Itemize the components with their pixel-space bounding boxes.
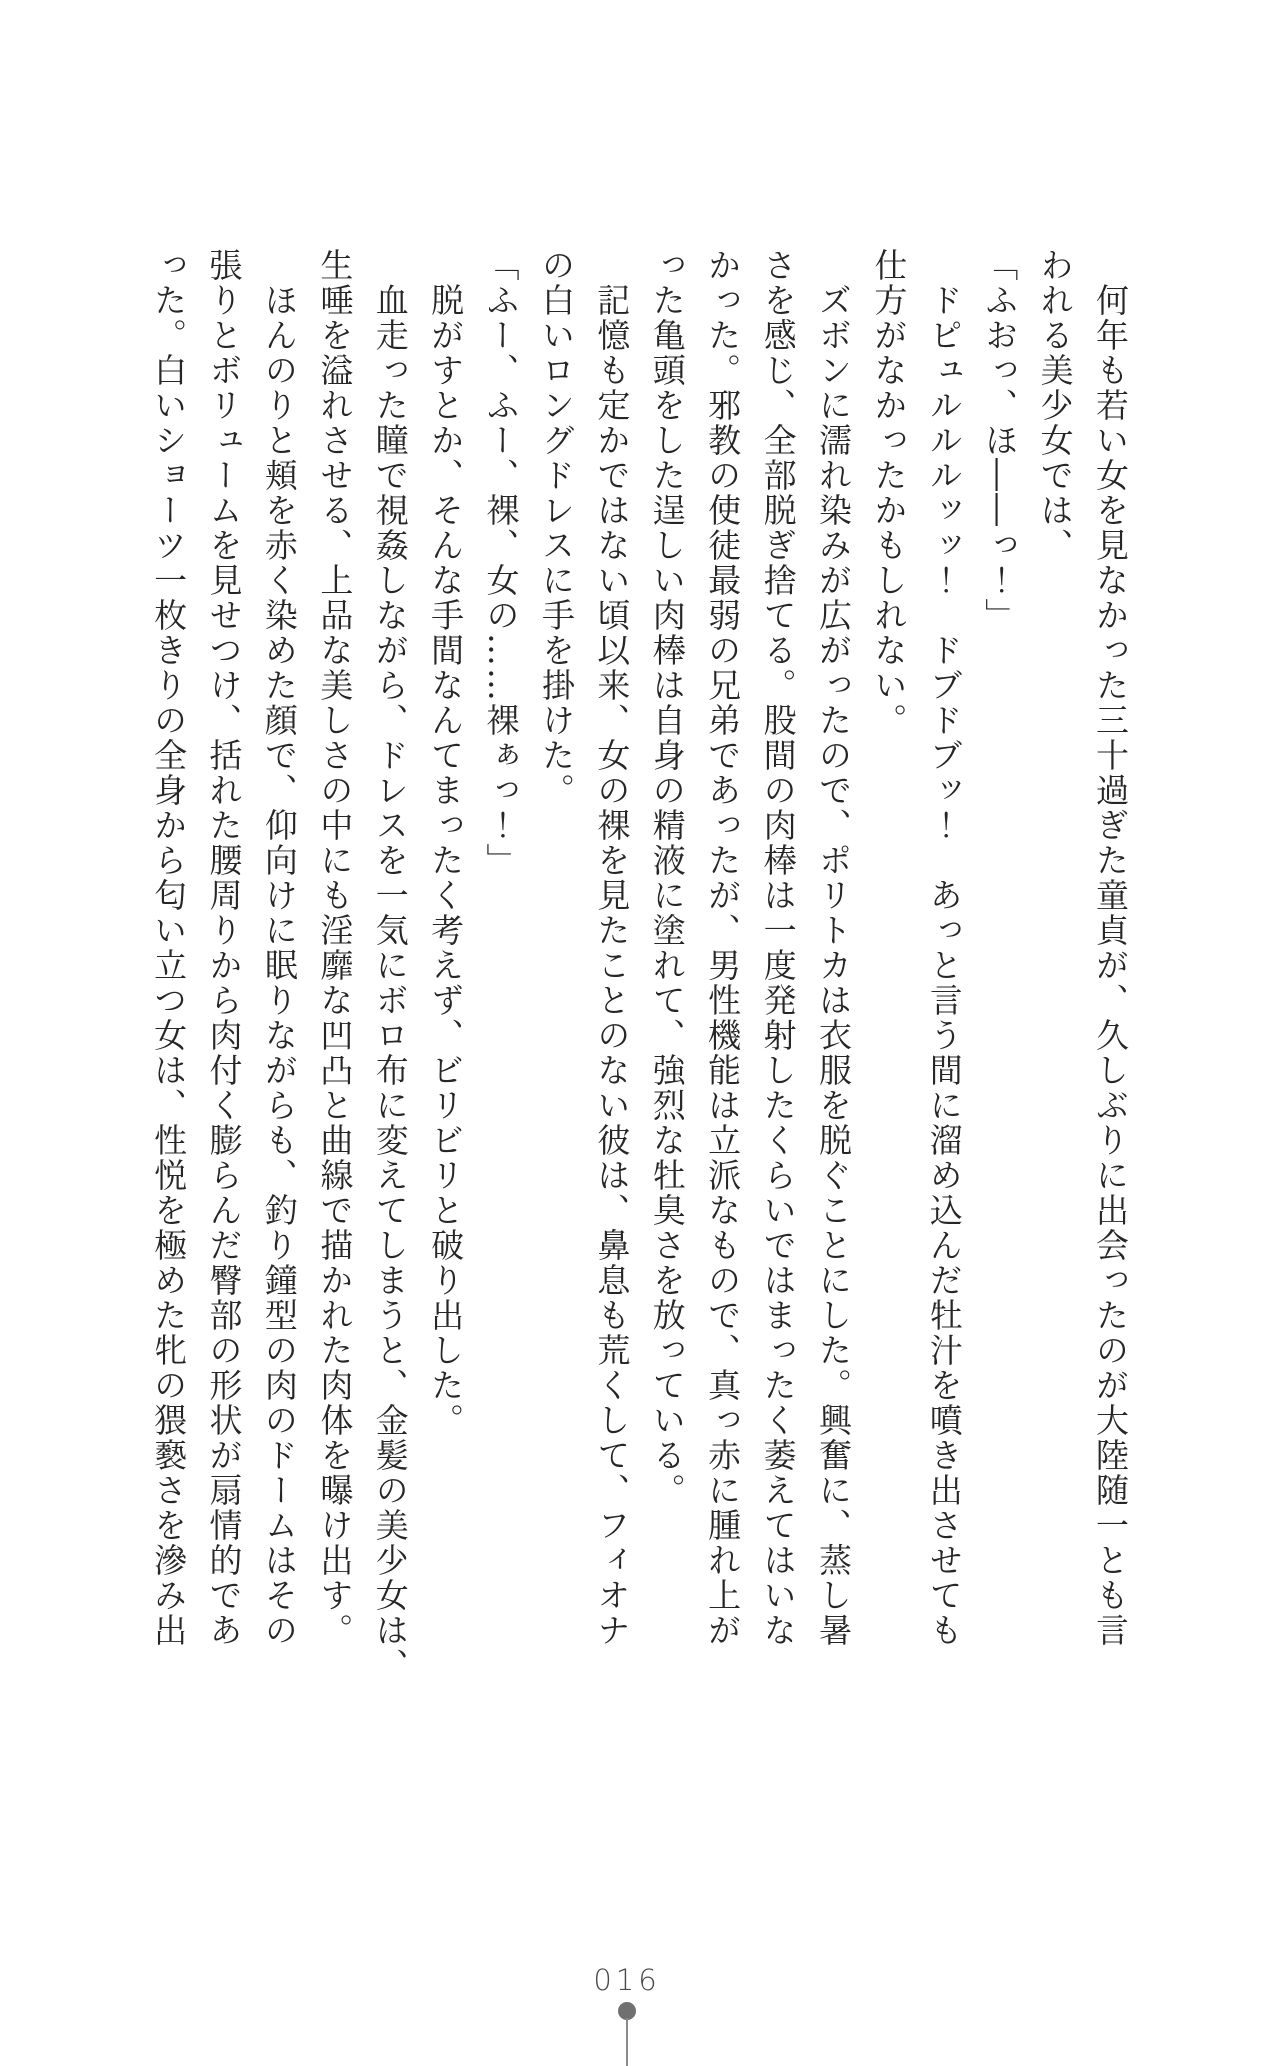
- text-line-10: 記憶も定かではない頃以来、女の裸を見たことのない彼は、鼻息も荒くして、フィオナ: [592, 283, 632, 1648]
- text-line-5: 仕方がなかったかもしれない。: [869, 248, 909, 738]
- page-number: 016: [593, 1963, 661, 1997]
- text-line-4: ドピュルルルッッ！ ドブドブッ！ あっと言う間に溜め込んだ牡汁を噴き出させても: [924, 283, 964, 1648]
- text-line-14: 血走った瞳で視姦しながら、ドレスを一気にボロ布に変えてしまうと、金髪の美少女は、: [370, 283, 410, 1683]
- text-line-11: の白いロングドレスに手を掛けた。: [536, 248, 576, 808]
- text-line-13: 脱がすとか、そんな手間なんてまったく考えず、ビリビリと破り出した。: [426, 283, 466, 1438]
- text-line-16: ほんのりと頬を赤く染めた顔で、仰向けに眠りながらも、釣り鐘型の肉のドームはその: [259, 283, 299, 1648]
- text-line-9: った亀頭をした逞しい肉棒は自身の精液に塗れて、強烈な牡臭さを放っている。: [647, 248, 687, 1508]
- text-line-17: 張りとボリュームを見せつけ、括れた腰周りから肉付く膨らんだ臀部の形状が扇情的であ: [204, 248, 244, 1648]
- vertical-text-block: [141, 248, 1138, 1683]
- text-line-18: った。白いショーツ一枚きりの全身から匂い立つ女は、性悦を極めた牝の猥褻さを滲み出: [149, 248, 189, 1648]
- text-line-8: かった。邪教の使徒最弱の兄弟であったが、男性機能は立派なもので、真っ赤に腫れ上が: [703, 248, 743, 1648]
- text-line-3: 「ふおっ、ほ――っ！」: [980, 248, 1020, 633]
- text-line-6: ズボンに濡れ染みが広がったので、ポリトカは衣服を脱ぐことにした。興奮に、蒸し暑: [813, 283, 853, 1648]
- text-line-2: われる美少女では、: [1035, 248, 1075, 563]
- page-marker-line: [626, 2018, 628, 2066]
- text-line-1: 何年も若い女を見なかった三十過ぎた童貞が、久しぶりに出会ったのが大陸随一とも言: [1091, 283, 1130, 1648]
- text-line-7: さを感じ、全部脱ぎ捨てる。股間の肉棒は一度発射したくらいではまったく萎えてはいな: [758, 248, 798, 1648]
- text-line-12: 「ふー、ふー、裸、女の……裸ぁっ！」: [481, 248, 521, 878]
- text-line-15: 生唾を溢れさせる、上品な美しさの中にも淫靡な凹凸と曲線で描かれた肉体を曝け出す。: [315, 248, 355, 1648]
